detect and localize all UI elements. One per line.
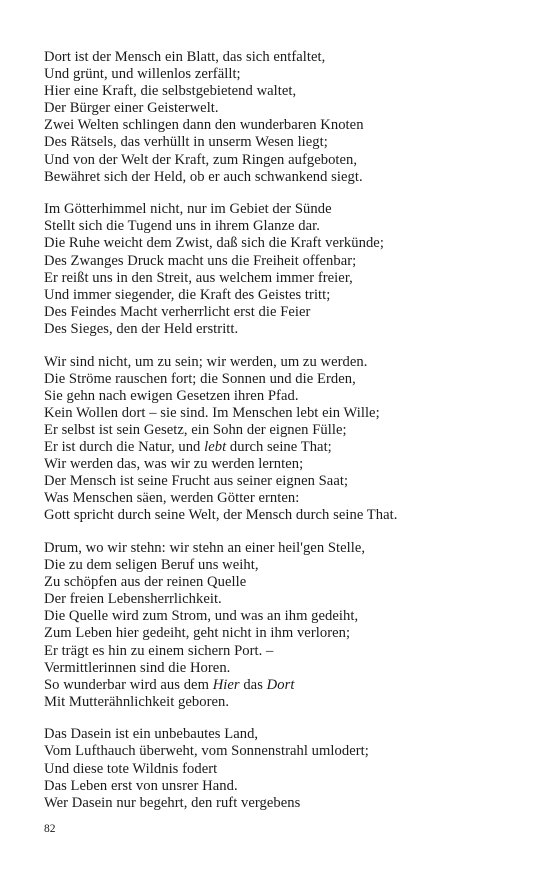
verse-line: Das Leben erst von unsrer Hand. xyxy=(44,777,238,794)
stanza-3 xyxy=(44,354,514,525)
emphasized-word: Hier xyxy=(212,676,240,693)
verse-line: Das Dasein ist ein unbebautes Land, xyxy=(44,726,259,743)
verse-line: Die Ströme rauschen fort; die Sonnen und die Erden, xyxy=(44,370,356,387)
verse-line-with-emphasis xyxy=(44,439,514,456)
verse-line: Stellt sich die Tugend uns in ihrem Glanze dar. xyxy=(44,218,320,235)
verse-line: Im Götterhimmel nicht, nur im Gebiet der Sünde xyxy=(44,201,332,218)
verse-line: Zu schöpfen aus der reinen Quelle xyxy=(44,574,247,591)
stanza-5 xyxy=(44,726,514,811)
stanza-1 xyxy=(44,49,514,186)
verse-line: Was Menschen säen, werden Götter ernten: xyxy=(44,490,300,507)
verse-line: Des Feindes Macht verherrlicht erst die Feier xyxy=(44,303,311,320)
verse-text: So wunderbar wird aus dem xyxy=(44,676,213,693)
verse-text: Er ist durch die Natur, und xyxy=(44,438,205,455)
verse-line: Die Quelle wird zum Strom, und was an ihm gedeiht, xyxy=(44,608,359,625)
verse-line: Und diese tote Wildnis fodert xyxy=(44,760,218,777)
stanza-4 xyxy=(44,540,514,711)
emphasized-word: lebt xyxy=(204,438,227,455)
verse-line: Und immer siegender, die Kraft des Geistes tritt; xyxy=(44,286,331,303)
verse-text: durch seine That; xyxy=(226,438,332,455)
verse-line: Sie gehn nach ewigen Gesetzen ihren Pfad. xyxy=(44,387,299,404)
verse-line: Er selbst ist sein Gesetz, ein Sohn der eignen Fülle; xyxy=(44,421,347,438)
verse-line: Er trägt es hin zu einem sichern Port. – xyxy=(44,642,274,659)
verse-line: Des Zwanges Druck macht uns die Freiheit offenbar; xyxy=(44,252,357,269)
verse-line: Hier eine Kraft, die selbstgebietend waltet, xyxy=(44,83,297,100)
verse-line: Drum, wo wir stehn: wir stehn an einer heil'gen Stelle, xyxy=(44,539,366,556)
verse-text: das xyxy=(239,676,267,693)
verse-line: Der freien Lebensherrlichkeit. xyxy=(44,591,222,608)
verse-line: Und grünt, und willenlos zerfällt; xyxy=(44,66,241,83)
verse-line: Dort ist der Mensch ein Blatt, das sich entfaltet, xyxy=(44,49,326,65)
verse-line: Wir werden das, was wir zu werden lernten; xyxy=(44,456,304,473)
verse-line: Zum Leben hier gedeiht, geht nicht in ihm verloren; xyxy=(44,625,351,642)
emphasized-word: Dort xyxy=(266,676,295,693)
verse-line: Wir sind nicht, um zu sein; wir werden, um zu werden. xyxy=(44,353,368,370)
verse-line: Der Bürger einer Geisterwelt. xyxy=(44,100,219,117)
verse-line: Die zu dem seligen Beruf uns weiht, xyxy=(44,557,259,574)
verse-line: Die Ruhe weicht dem Zwist, daß sich die Kraft verkünde; xyxy=(44,235,384,252)
verse-line: Und von der Welt der Kraft, zum Ringen aufgeboten, xyxy=(44,151,358,168)
verse-line: Er reißt uns in den Streit, aus welchem immer freier, xyxy=(44,269,353,286)
verse-line: Kein Wollen dort – sie sind. Im Menschen lebt ein Wille; xyxy=(44,404,380,421)
verse-line: Des Rätsels, das verhüllt in unserm Wesen liegt; xyxy=(44,134,328,151)
verse-line: Mit Mutterähnlichkeit geboren. xyxy=(44,693,230,710)
poem-page xyxy=(44,49,514,827)
verse-line: Vermittlerinnen sind die Horen. xyxy=(44,659,231,676)
page-number: 82 xyxy=(44,823,56,835)
verse-line: Vom Lufthauch überweht, vom Sonnenstrahl umlodert; xyxy=(44,743,369,760)
verse-line: Gott spricht durch seine Welt, der Mensch durch seine That. xyxy=(44,507,398,524)
verse-line: Zwei Welten schlingen dann den wunderbaren Knoten xyxy=(44,117,364,134)
verse-line-with-emphasis xyxy=(44,677,514,694)
verse-line: Bewähret sich der Held, ob er auch schwankend siegt. xyxy=(44,168,363,185)
verse-line: Der Mensch ist seine Frucht aus seiner eignen Saat; xyxy=(44,473,349,490)
verse-line: Wer Dasein nur begehrt, den ruft vergebens xyxy=(44,794,301,811)
stanza-2 xyxy=(44,201,514,338)
verse-line: Des Sieges, den der Held erstritt. xyxy=(44,320,239,337)
